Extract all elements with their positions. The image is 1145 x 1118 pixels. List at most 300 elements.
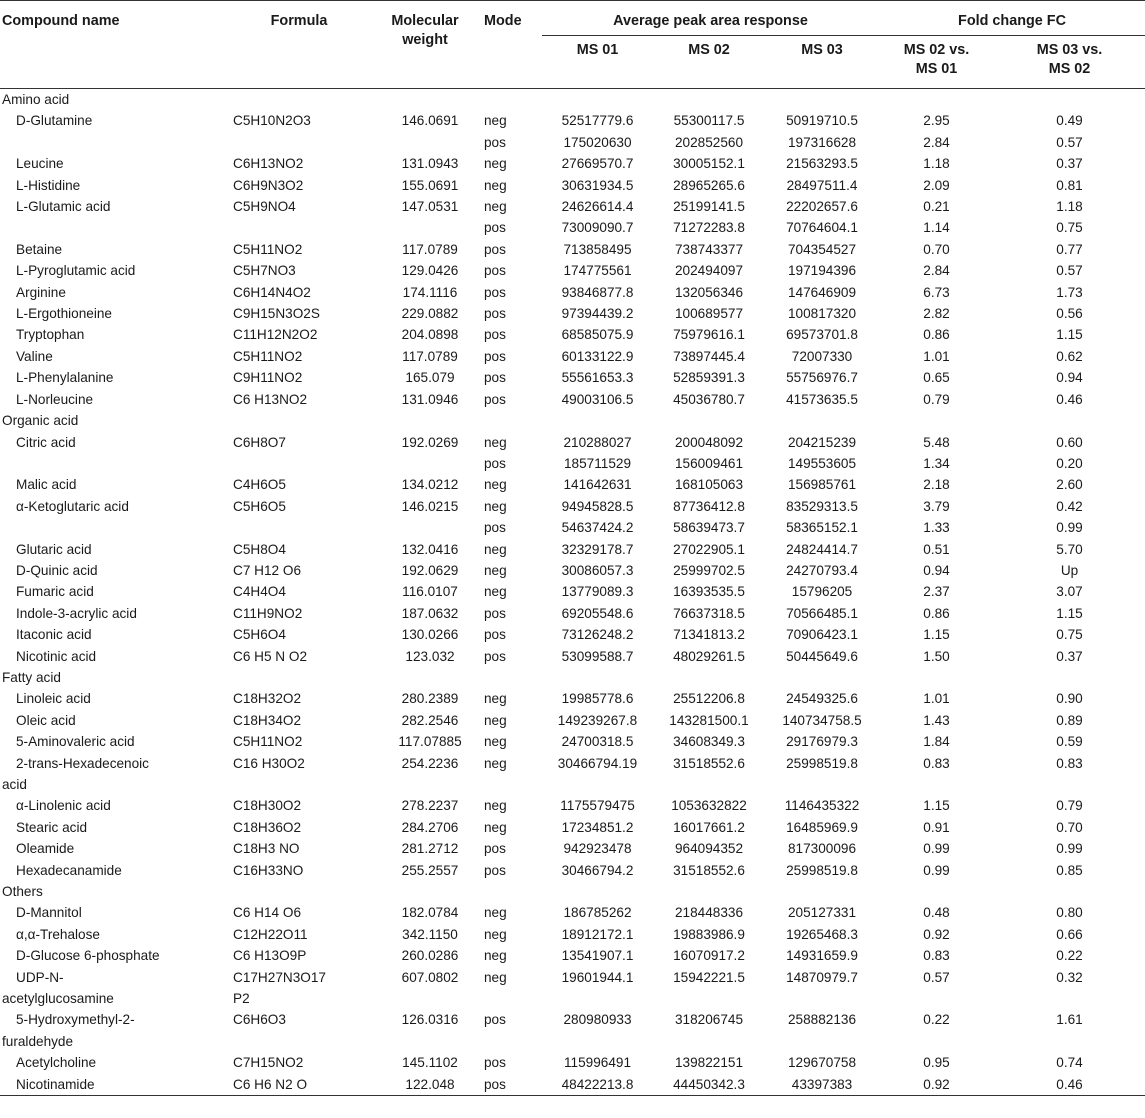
cell-fc2: 0.49 (1056, 113, 1083, 129)
cell-ms01: 280980933 (563, 1012, 632, 1028)
cell-name: Valine (16, 348, 53, 364)
cell-ms03: 72007330 (791, 348, 853, 364)
category-label: Others (2, 884, 43, 900)
cell-mode: neg (484, 199, 507, 215)
cell-mode: pos (484, 241, 506, 257)
table-row-continuation (0, 1031, 1145, 1052)
cell-fc1: 0.92 (879, 1074, 994, 1096)
cell-ms03: 24270793.4 (786, 562, 858, 578)
cell-fc1: 0.92 (923, 926, 950, 942)
cell-fc1: 0.65 (923, 370, 950, 386)
cell-ms02: 1053632822 (671, 798, 747, 814)
cell-mode: pos (484, 348, 506, 364)
cell-ms03: 24824414.7 (786, 541, 858, 557)
cell-fc1: 2.37 (923, 584, 950, 600)
category-label: Amino acid (2, 92, 70, 107)
table-row (0, 474, 1145, 495)
cell-ms03: 149553605 (787, 455, 857, 471)
cell-mw: 131.0943 (401, 156, 459, 172)
cell-fc1: 3.79 (923, 498, 950, 514)
cell-ms03: 15796205 (791, 584, 853, 600)
table-row-continuation (0, 774, 1145, 795)
empty-cell (879, 988, 994, 1009)
cell-fc2: 3.07 (1056, 584, 1083, 600)
cell-mode: neg (484, 562, 507, 578)
header-mw-line2: weight (402, 32, 448, 48)
cell-mode: neg (484, 819, 507, 835)
cell-mw (368, 453, 482, 474)
table-header (0, 1, 1145, 89)
table-row (0, 517, 1145, 538)
cell-mw: 260.0286 (401, 948, 459, 964)
empty-cell (653, 1031, 765, 1052)
table-row (0, 217, 1145, 238)
cell-ms02: 45036780.7 (673, 391, 745, 407)
table-row (0, 581, 1145, 602)
cell-mw: 192.0269 (401, 434, 459, 450)
cell-name: L-Ergothioneine (16, 306, 112, 322)
cell-name: Nicotinamide (0, 1074, 230, 1096)
cell-ms02: 76637318.5 (673, 605, 745, 621)
cell-ms01: 141642631 (563, 477, 632, 493)
cell-ms03: 25998519.8 (786, 862, 858, 878)
cell-ms03: 140734758.5 (782, 712, 862, 728)
cell-ms03: 14870979.7 (786, 969, 858, 985)
cell-formula: C6H9N3O2 (233, 177, 304, 193)
cell-name: Oleamide (16, 841, 75, 857)
header-average-peak: Average peak area response (542, 1, 879, 36)
cell-mode: neg (484, 926, 507, 942)
cell-fc2: 0.57 (1056, 263, 1083, 279)
cell-fc1: 0.86 (923, 605, 950, 621)
cell-formula: C6H8O7 (233, 434, 286, 450)
cell-fc1: 6.73 (923, 284, 950, 300)
table-row (0, 346, 1145, 367)
cell-name: Indole-3-acrylic acid (16, 605, 137, 621)
cell-mw: 174.1116 (402, 284, 458, 300)
cell-ms03: 58365152.1 (786, 520, 858, 536)
table-row (0, 539, 1145, 560)
empty-cell (368, 1031, 482, 1052)
cell-fc2: 0.32 (1056, 969, 1083, 985)
cell-fc2: 0.74 (1056, 1055, 1083, 1071)
cell-mode: neg (484, 798, 507, 814)
cell-fc1: 0.99 (923, 862, 950, 878)
cell-mode: pos (484, 648, 506, 664)
cell-name: L-Histidine (16, 177, 81, 193)
cell-fc2: 0.57 (1056, 134, 1083, 150)
cell-ms02: 25199141.5 (673, 199, 745, 215)
cell-fc2: 0.46 (1056, 391, 1083, 407)
cell-name: Nicotinic acid (16, 648, 97, 664)
cell-mode: pos (484, 391, 506, 407)
cell-mode: neg (484, 498, 507, 514)
cell-ms03: 704354527 (787, 241, 857, 257)
cell-name: D-Mannitol (16, 905, 82, 921)
header-compound-name: Compound name (2, 13, 120, 29)
cell-formula: C5H10N2O3 (233, 113, 311, 129)
cell-ms01: 149239267.8 (557, 712, 638, 728)
cell-ms03: 70906423.1 (786, 627, 858, 643)
cell-ms02: 16070917.2 (673, 948, 745, 964)
cell-name: L-Pyroglutamic acid (16, 263, 136, 279)
cell-ms01: 13541907.1 (561, 948, 634, 964)
cell-name: Leucine (16, 156, 64, 172)
table-row (0, 453, 1145, 474)
cell-name: L-Phenylalanine (16, 370, 114, 386)
cell-fc2: 0.85 (1056, 862, 1083, 878)
cell-mw (368, 517, 482, 538)
cell-fc1: 2.09 (923, 177, 950, 193)
formula-continuation (230, 774, 368, 795)
cell-ms03: 25998519.8 (786, 755, 858, 771)
cell-name: Oleic acid (16, 712, 76, 728)
cell-name: 5-Hydroxymethyl-2- (16, 1012, 135, 1028)
cell-fc2: 0.99 (1056, 520, 1083, 536)
cell-fc1: 0.86 (923, 327, 950, 343)
cell-fc1: 0.83 (923, 948, 950, 964)
cell-mode: neg (484, 584, 507, 600)
table-row (0, 646, 1145, 667)
cell-mode: neg (484, 156, 507, 172)
cell-fc2: 0.75 (1056, 220, 1083, 236)
cell-ms02: 15942221.5 (673, 969, 745, 985)
cell-fc2: 0.62 (1056, 348, 1083, 364)
cell-mw: 130.0266 (401, 627, 459, 643)
cell-ms02: 16017661.2 (673, 819, 745, 835)
cell-ms01: 27669570.7 (561, 156, 634, 172)
cell-mode: pos (484, 605, 506, 621)
empty-cell (994, 988, 1145, 1009)
cell-ms02: 71272283.8 (673, 220, 745, 236)
cell-name: Citric acid (16, 434, 76, 450)
cell-formula: C5H11NO2 (233, 241, 303, 257)
cell-mw: 129.0426 (401, 263, 459, 279)
cell-ms01: 174775561 (563, 263, 632, 279)
header-fold-change: Fold change FC (879, 1, 1145, 36)
cell-name: Itaconic acid (16, 627, 92, 643)
table-row (0, 196, 1145, 217)
cell-ms01: 30086057.3 (561, 562, 634, 578)
cell-ms02: 73897445.4 (673, 348, 745, 364)
table-row (0, 367, 1145, 388)
cell-ms03: 43397383 (765, 1074, 879, 1096)
table-row (0, 1074, 1145, 1096)
empty-cell (765, 774, 879, 795)
cell-formula: C4H4O4 (233, 584, 286, 600)
cell-fc1: 0.70 (923, 241, 950, 257)
cell-mode: pos (482, 1074, 542, 1096)
table-body (0, 89, 1145, 1096)
cell-formula: C9H11NO2 (233, 370, 303, 386)
cell-ms01: 185711529 (563, 455, 632, 471)
cell-name: Stearic acid (16, 819, 88, 835)
cell-ms03: 156985761 (787, 477, 857, 493)
cell-fc2: 1.61 (1056, 1012, 1083, 1028)
cell-ms01: 55561653.3 (561, 370, 634, 386)
cell-formula: C6 H6 N2 O (230, 1074, 368, 1096)
cell-formula: C5H8O4 (233, 541, 286, 557)
cell-ms01: 73126248.2 (561, 627, 634, 643)
cell-fc1: 5.48 (923, 434, 950, 450)
cell-fc2: 0.89 (1056, 712, 1083, 728)
cell-ms01: 115996491 (563, 1055, 632, 1071)
cell-fc1: 0.95 (923, 1055, 950, 1071)
cell-ms02: 31518552.6 (673, 755, 745, 771)
cell-ms02: 25512206.8 (673, 691, 745, 707)
cell-ms01: 18912172.1 (561, 926, 634, 942)
cell-ms01: 60133122.9 (561, 348, 634, 364)
cell-fc1: 0.83 (923, 755, 950, 771)
cell-mw: 146.0215 (401, 498, 459, 514)
cell-ms02: 25999702.5 (673, 562, 745, 578)
empty-cell (368, 988, 482, 1009)
cell-ms03: 14931659.9 (786, 948, 858, 964)
cell-mode: neg (484, 434, 507, 450)
cell-name (0, 453, 230, 474)
empty-cell (542, 774, 653, 795)
cell-ms02: 52859391.3 (673, 370, 745, 386)
cell-fc2: 0.59 (1056, 734, 1083, 750)
empty-cell (368, 774, 482, 795)
cell-ms03: 50445649.6 (786, 648, 858, 664)
cell-ms02: 139822151 (674, 1055, 744, 1071)
cell-formula (230, 132, 368, 153)
cell-name: UDP-N- (16, 969, 64, 985)
table-row (0, 303, 1145, 324)
cell-fc2: 0.79 (1056, 798, 1083, 814)
cell-fc2: 0.81 (1056, 177, 1083, 193)
cell-formula: C6 H5 N O2 (233, 648, 308, 664)
cell-ms03: 197194396 (787, 263, 857, 279)
cell-mw: 607.0802 (401, 969, 459, 985)
cell-ms03: 83529313.5 (786, 498, 858, 514)
table-row (0, 1009, 1145, 1030)
cell-ms01: 49003106.5 (561, 391, 634, 407)
cell-fc2: 0.46 (994, 1074, 1145, 1096)
table-row (0, 1052, 1145, 1073)
cell-fc1: 2.18 (923, 477, 950, 493)
cell-formula: C7H15NO2 (233, 1055, 304, 1071)
cell-ms02: 71341813.2 (673, 627, 745, 643)
cell-mode: pos (484, 327, 506, 343)
cell-fc1: 1.15 (923, 798, 950, 814)
cell-fc1: 0.22 (923, 1012, 950, 1028)
compound-name-continuation: furaldehyde (2, 1033, 74, 1049)
cell-fc2: 0.77 (1056, 241, 1083, 257)
cell-mw: 254.2236 (401, 755, 459, 771)
formula-continuation (230, 1031, 368, 1052)
cell-ms01: 94945828.5 (561, 498, 634, 514)
table-row (0, 282, 1145, 303)
cell-mw (368, 217, 482, 238)
cell-ms03: 129670758 (787, 1055, 857, 1071)
cell-mw: 187.0632 (401, 605, 459, 621)
cell-fc1: 0.48 (923, 905, 950, 921)
cell-name: D-Quinic acid (16, 562, 98, 578)
header-molecular-weight (368, 1, 482, 89)
cell-mw: 146.0691 (401, 113, 459, 129)
table-row (0, 153, 1145, 174)
cell-formula (230, 217, 368, 238)
cell-fc1: 0.21 (923, 199, 950, 215)
table-row (0, 838, 1145, 859)
cell-formula: C18H3 NO (233, 841, 300, 857)
cell-formula: C6H14N4O2 (233, 284, 311, 300)
cell-name (0, 517, 230, 538)
cell-formula: C7 H12 O6 (233, 562, 302, 578)
cell-fc2: Up (1060, 562, 1079, 578)
cell-mode: pos (484, 220, 506, 236)
cell-fc2: 0.22 (1056, 948, 1083, 964)
empty-cell (994, 774, 1145, 795)
cell-mw: 126.0316 (401, 1012, 459, 1028)
header-fc-ms03-vs-ms02 (994, 36, 1145, 89)
cell-fc1: 1.43 (923, 712, 950, 728)
cell-fc1: 2.82 (923, 306, 950, 322)
cell-fc2: 0.60 (1056, 434, 1083, 450)
header-mode: Mode (484, 13, 522, 29)
cell-mode: neg (484, 177, 507, 193)
cell-ms01: 52517779.6 (561, 113, 634, 129)
header-formula: Formula (270, 13, 328, 29)
cell-ms02: 28965265.6 (673, 177, 745, 193)
cell-mw: 123.032 (405, 648, 455, 664)
cell-mw: 132.0416 (401, 541, 459, 557)
cell-mode: pos (484, 1055, 506, 1071)
cell-ms02: 218448336 (674, 905, 744, 921)
cell-ms02: 16393535.5 (673, 584, 745, 600)
cell-formula: C6 H13NO2 (233, 391, 308, 407)
cell-ms01: 32329178.7 (561, 541, 634, 557)
cell-fc2: 0.90 (1056, 691, 1083, 707)
cell-mode: pos (484, 841, 506, 857)
table-row (0, 924, 1145, 945)
cell-ms02: 75979616.1 (673, 327, 745, 343)
cell-ms01: 97394439.2 (561, 306, 634, 322)
header-mw-line1: Molecular (391, 13, 459, 29)
cell-name: D-Glutamine (16, 113, 93, 129)
cell-fc1: 0.94 (923, 562, 950, 578)
cell-ms03: 197316628 (787, 134, 857, 150)
cell-mode: pos (484, 370, 506, 386)
cell-ms02: 100689577 (674, 306, 744, 322)
cell-fc2: 0.70 (1056, 819, 1083, 835)
empty-cell (542, 988, 653, 1009)
cell-ms02: 44450342.3 (653, 1074, 765, 1096)
table-row (0, 967, 1145, 988)
cell-ms01: 19985778.6 (561, 691, 634, 707)
header-fc-ms02-vs-ms01 (879, 36, 994, 89)
cell-ms03: 70764604.1 (786, 220, 858, 236)
cell-fc2: 0.42 (1056, 498, 1083, 514)
cell-fc1: 2.95 (923, 113, 950, 129)
cell-name: α,α-Trehalose (16, 926, 100, 942)
empty-cell (653, 988, 765, 1009)
table-row (0, 817, 1145, 838)
cell-name: Malic acid (16, 477, 77, 493)
cell-formula: C5H7NO3 (233, 263, 296, 279)
cell-ms02: 58639473.7 (673, 520, 745, 536)
cell-fc2: 0.37 (1056, 648, 1083, 664)
cell-mw: 117.07885 (398, 734, 462, 750)
cell-fc1: 0.51 (923, 541, 950, 557)
cell-fc1: 0.79 (923, 391, 950, 407)
table-row (0, 389, 1145, 410)
empty-cell (765, 988, 879, 1009)
cell-ms01: 30466794.2 (561, 862, 634, 878)
cell-ms02: 34608349.3 (673, 734, 745, 750)
cell-mw: 255.2557 (401, 862, 459, 878)
empty-cell (994, 1031, 1145, 1052)
cell-fc1: 1.34 (923, 455, 950, 471)
category-row (0, 89, 1145, 111)
cell-formula: C18H36O2 (233, 819, 302, 835)
cell-fc1: 1.18 (923, 156, 950, 172)
table-row (0, 945, 1145, 966)
table-row (0, 324, 1145, 345)
cell-ms03: 69573701.8 (786, 327, 858, 343)
table-row (0, 860, 1145, 881)
empty-cell (765, 1031, 879, 1052)
cell-mode: neg (484, 755, 507, 771)
cell-name: Glutaric acid (16, 541, 92, 557)
cell-fc2: 0.56 (1056, 306, 1083, 322)
formula-continuation: P2 (233, 991, 250, 1007)
cell-mw: 116.0107 (402, 584, 458, 600)
table-row (0, 175, 1145, 196)
cell-mode: neg (484, 734, 507, 750)
cell-formula: C16 H30O2 (233, 755, 305, 771)
cell-mw: 282.2546 (401, 712, 459, 728)
cell-name: 2-trans-Hexadecenoic (16, 755, 149, 771)
cell-mode: pos (484, 520, 506, 536)
cell-fc1: 1.33 (923, 520, 950, 536)
table-row-continuation (0, 988, 1145, 1009)
compound-name-continuation: acetylglucosamine (2, 991, 114, 1007)
cell-name (0, 132, 230, 153)
cell-ms03: 16485969.9 (786, 819, 858, 835)
cell-formula: C11H9NO2 (233, 605, 303, 621)
table-row (0, 110, 1145, 131)
cell-ms02: 202852560 (674, 134, 744, 150)
cell-formula: C6H13NO2 (233, 156, 304, 172)
cell-formula: C11H12N2O2 (233, 327, 318, 343)
cell-ms03: 70566485.1 (786, 605, 858, 621)
cell-fc1: 0.99 (923, 841, 950, 857)
cell-mw: 342.1150 (402, 926, 458, 942)
cell-mode: pos (484, 455, 506, 471)
header-ms03: MS 03 (801, 42, 843, 58)
cell-ms03: 28497511.4 (786, 177, 858, 193)
cell-formula: C6 H13O9P (233, 948, 307, 964)
cell-mw: 192.0629 (401, 562, 459, 578)
cell-formula: C16H33NO (233, 862, 304, 878)
table-row (0, 603, 1145, 624)
cell-name: Acetylcholine (16, 1055, 97, 1071)
cell-name (0, 217, 230, 238)
cell-fc2: 1.15 (1056, 327, 1083, 343)
cell-formula: C18H32O2 (233, 691, 302, 707)
cell-fc2: 1.15 (1056, 605, 1083, 621)
cell-fc2: 0.66 (1056, 926, 1083, 942)
cell-ms03: 50919710.5 (786, 113, 858, 129)
cell-ms02: 202494097 (674, 263, 744, 279)
header-fc2-line2: MS 02 (1048, 61, 1091, 77)
cell-name: α-Ketoglutaric acid (16, 498, 129, 514)
table-row (0, 496, 1145, 517)
cell-mode: neg (484, 691, 507, 707)
